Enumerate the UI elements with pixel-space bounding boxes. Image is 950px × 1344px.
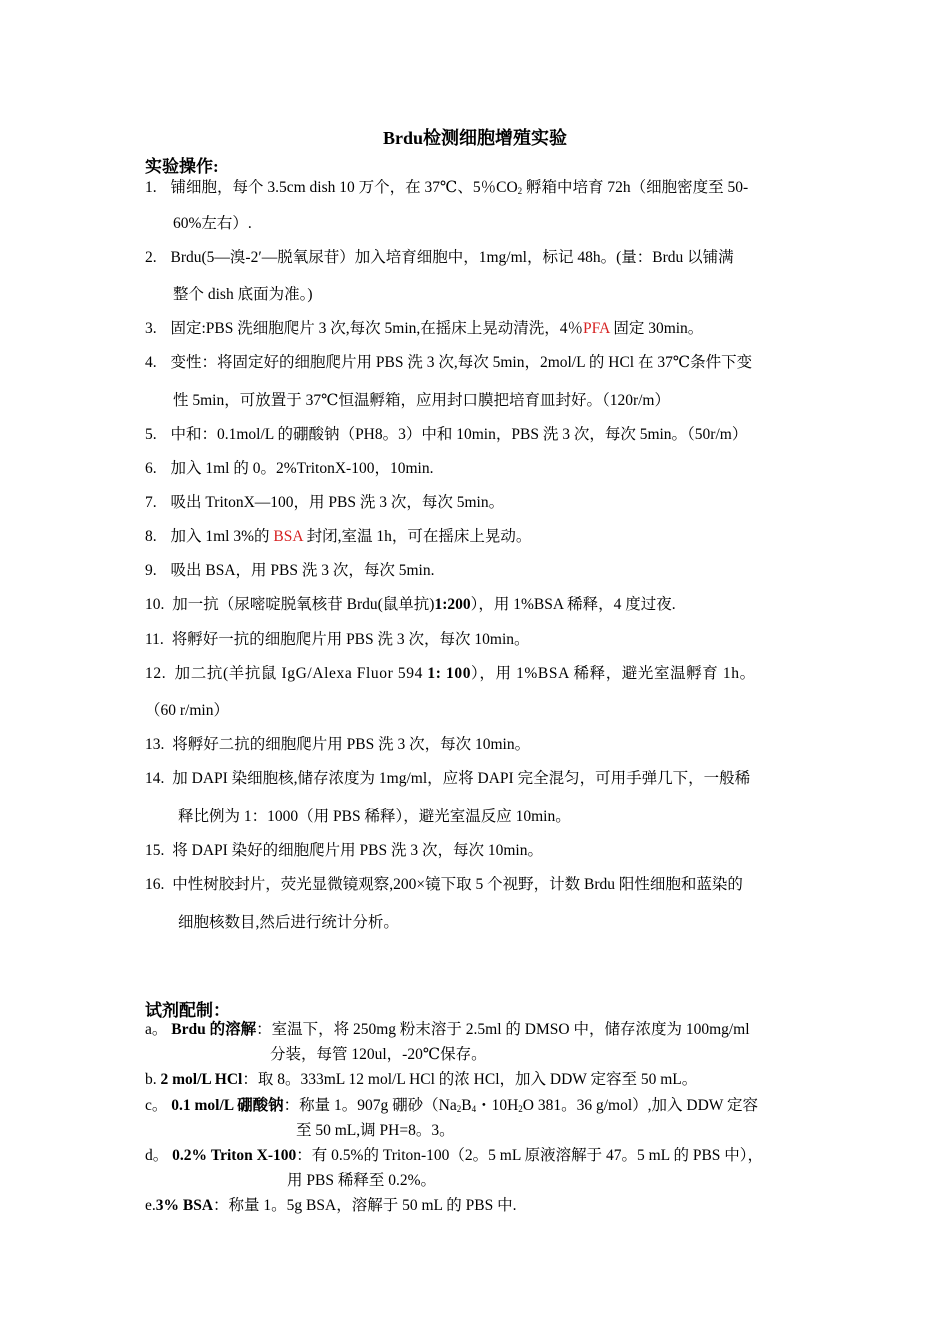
- step-text: 固定:PBS 洗细胞爬片 3 次,每次 5min,在摇床上晃动清洗，4％: [170, 320, 583, 337]
- step-5: [145, 425, 747, 445]
- reagent-text: ：室温下，将 250mg 粉末溶于 2.5ml 的 DMSO 中，储存浓度为 100mg/ml: [256, 1021, 750, 1038]
- step-text: 孵箱中培育 72h（细胞密度至 50-: [522, 179, 749, 196]
- step-number: 7.: [145, 494, 157, 511]
- subscript: 2: [456, 1104, 462, 1114]
- step-text: ），用 1%BSA 稀释，4 度过夜.: [470, 596, 676, 613]
- step-9: [145, 561, 434, 581]
- reagent-d: [145, 1146, 763, 1166]
- reagent-text: B: [461, 1097, 472, 1114]
- step-text: 固定 30min。: [609, 320, 704, 337]
- step-text: 变性：将固定好的细胞爬片用 PBS 洗 3 次,每次 5min，2mol/L 的 HCl 在 37℃条件下变: [170, 354, 753, 371]
- step-text: 中性树胶封片，荧光显微镜观察,200×镜下取 5 个视野，计数 Brdu 阳性细胞和蓝染的: [172, 876, 743, 893]
- reagent-d-cont: 用 PBS 稀释至 0.2%。: [287, 1172, 436, 1189]
- step-14-cont: 释比例为 1：1000（用 PBS 稀释），避光室温反应 10min。: [178, 808, 571, 825]
- step-text: 吸出 TritonX—100，用 PBS 洗 3 次，每次 5min。: [170, 494, 505, 511]
- step-1-cont: 60%左右）.: [173, 215, 252, 232]
- reagent-text: ・10H: [476, 1097, 519, 1114]
- step-4: [145, 353, 752, 373]
- reagent-text: ：称量 1。5g BSA，溶解于 50 mL 的 PBS 中.: [213, 1197, 517, 1214]
- step-12: [145, 664, 756, 684]
- subscript: 2: [518, 1104, 523, 1114]
- step-number: 16.: [145, 876, 165, 893]
- section-heading-operations: 实验操作:: [145, 157, 219, 176]
- step-11: [145, 630, 530, 650]
- step-text: 铺细胞，每个 3.5cm dish 10 万个，在 37℃、5％CO: [170, 179, 518, 196]
- reagent-name: Brdu 的溶解: [171, 1021, 257, 1038]
- step-number: 10.: [145, 596, 165, 613]
- reagent-name: 0.2% Triton X-100: [172, 1147, 297, 1164]
- step-text: 加二抗(羊抗鼠 IgG/Alexa Fluor 594: [174, 665, 428, 682]
- step-number: 2.: [145, 249, 157, 266]
- reagent-label: b.: [145, 1071, 157, 1088]
- step-6: [145, 459, 433, 479]
- step-text: 加入 1ml 3%的: [170, 528, 274, 545]
- step-10: [145, 595, 676, 615]
- step-8: [145, 527, 531, 547]
- step-text: 加一抗（尿嘧啶脱氧核苷 Brdu(鼠单抗): [172, 596, 435, 613]
- reagent-label: d。: [145, 1147, 169, 1164]
- step-2: [145, 248, 734, 268]
- section-heading-reagents: 试剂配制：: [145, 1001, 230, 1020]
- step-15: [145, 841, 543, 861]
- step-16: [145, 875, 743, 895]
- step-number: 13.: [145, 736, 165, 753]
- reagent-a-cont: 分装，每管 120ul，-20℃保存。: [270, 1046, 487, 1063]
- subscript: 4: [471, 1104, 477, 1114]
- step-number: 6.: [145, 460, 157, 477]
- step-number: 12.: [145, 665, 167, 682]
- step-14: [145, 769, 750, 789]
- step-13: [145, 735, 530, 755]
- step-text: 吸出 BSA，用 PBS 洗 3 次，每次 5min.: [170, 562, 435, 579]
- reagent-b: [145, 1070, 697, 1090]
- step-number: 3.: [145, 320, 157, 337]
- reagent-text: ：取 8。333mL 12 mol/L HCl 的浓 HCl，加入 DDW 定容至 50 mL。: [242, 1071, 698, 1088]
- step-text: 封闭,室温 1h，可在摇床上晃动。: [302, 528, 532, 545]
- step-2-cont: 整个 dish 底面为准。): [173, 286, 313, 303]
- step-16-cont: 细胞核数目,然后进行统计分析。: [178, 914, 399, 931]
- reagent-name: 0.1 mol/L 硼酸钠: [171, 1097, 284, 1114]
- step-number: 9.: [145, 562, 157, 579]
- step-text: 中和：0.1mol/L 的硼酸钠（PH8。3）中和 10min，PBS 洗 3 次，每次 5min。（50r/m）: [170, 426, 748, 443]
- reagent-name: 3% BSA: [155, 1197, 214, 1214]
- reagent-c-cont: 至 50 mL,调 PH=8。3。: [296, 1122, 455, 1139]
- step-text: ），用 1%BSA 稀释，避光室温孵育 1h。: [471, 665, 756, 682]
- step-text: 加入 1ml 的 0。2%TritonX-100，10min.: [170, 460, 434, 477]
- step-text: 将孵好二抗的细胞爬片用 PBS 洗 3 次，每次 10min。: [172, 736, 531, 753]
- step-number: 8.: [145, 528, 157, 545]
- step-number: 14.: [145, 770, 165, 787]
- step-number: 4.: [145, 354, 157, 371]
- step-number: 1.: [145, 179, 157, 196]
- step-number: 5.: [145, 426, 157, 443]
- step-7: [145, 493, 504, 513]
- document-title: Brdu检测细胞增殖实验: [382, 128, 568, 148]
- reagent-name: 2 mol/L HCl: [160, 1071, 243, 1088]
- step-number: 11.: [145, 631, 164, 648]
- reagent-label: a。: [145, 1021, 168, 1038]
- step-text: 加 DAPI 染细胞核,储存浓度为 1mg/ml，应将 DAPI 完全混匀，可用手弹几下，一般稀: [172, 770, 751, 787]
- reagent-text: ：称量 1。907g 硼砂（Na: [283, 1097, 457, 1114]
- step-1: [145, 178, 748, 201]
- step-number: 15.: [145, 842, 165, 859]
- reagent-c: [145, 1096, 758, 1119]
- reagent-label: e.: [145, 1197, 156, 1214]
- highlight-pfa: PFA: [583, 320, 610, 337]
- step-text: Brdu(5—溴-2′—脱氧尿苷）加入培育细胞中，1mg/ml，标记 48h。(量：Brdu 以铺满: [170, 249, 734, 266]
- dilution-ratio: 1: 100: [427, 665, 472, 682]
- reagent-label: c。: [145, 1097, 168, 1114]
- step-3: [145, 319, 703, 339]
- reagent-a: [145, 1020, 750, 1040]
- step-12-cont: （60 r/min）: [145, 702, 229, 719]
- highlight-bsa: BSA: [273, 528, 303, 545]
- step-text: 将孵好一抗的细胞爬片用 PBS 洗 3 次，每次 10min。: [171, 631, 530, 648]
- step-4-cont: 性 5min，可放置于 37℃恒温孵箱，应用封口膜把培育皿封好。（120r/m）: [173, 392, 670, 409]
- step-text: 将 DAPI 染好的细胞爬片用 PBS 洗 3 次，每次 10min。: [172, 842, 543, 859]
- subscript: 2: [517, 186, 523, 196]
- reagent-e: [145, 1196, 516, 1216]
- dilution-ratio: 1:200: [434, 596, 471, 613]
- reagent-text: O 381。36 g/mol）,加入 DDW 定容: [522, 1097, 759, 1114]
- reagent-text: ：有 0.5%的 Triton-100（2。5 mL 原液溶解于 47。5 mL 的 PBS 中），: [296, 1147, 764, 1164]
